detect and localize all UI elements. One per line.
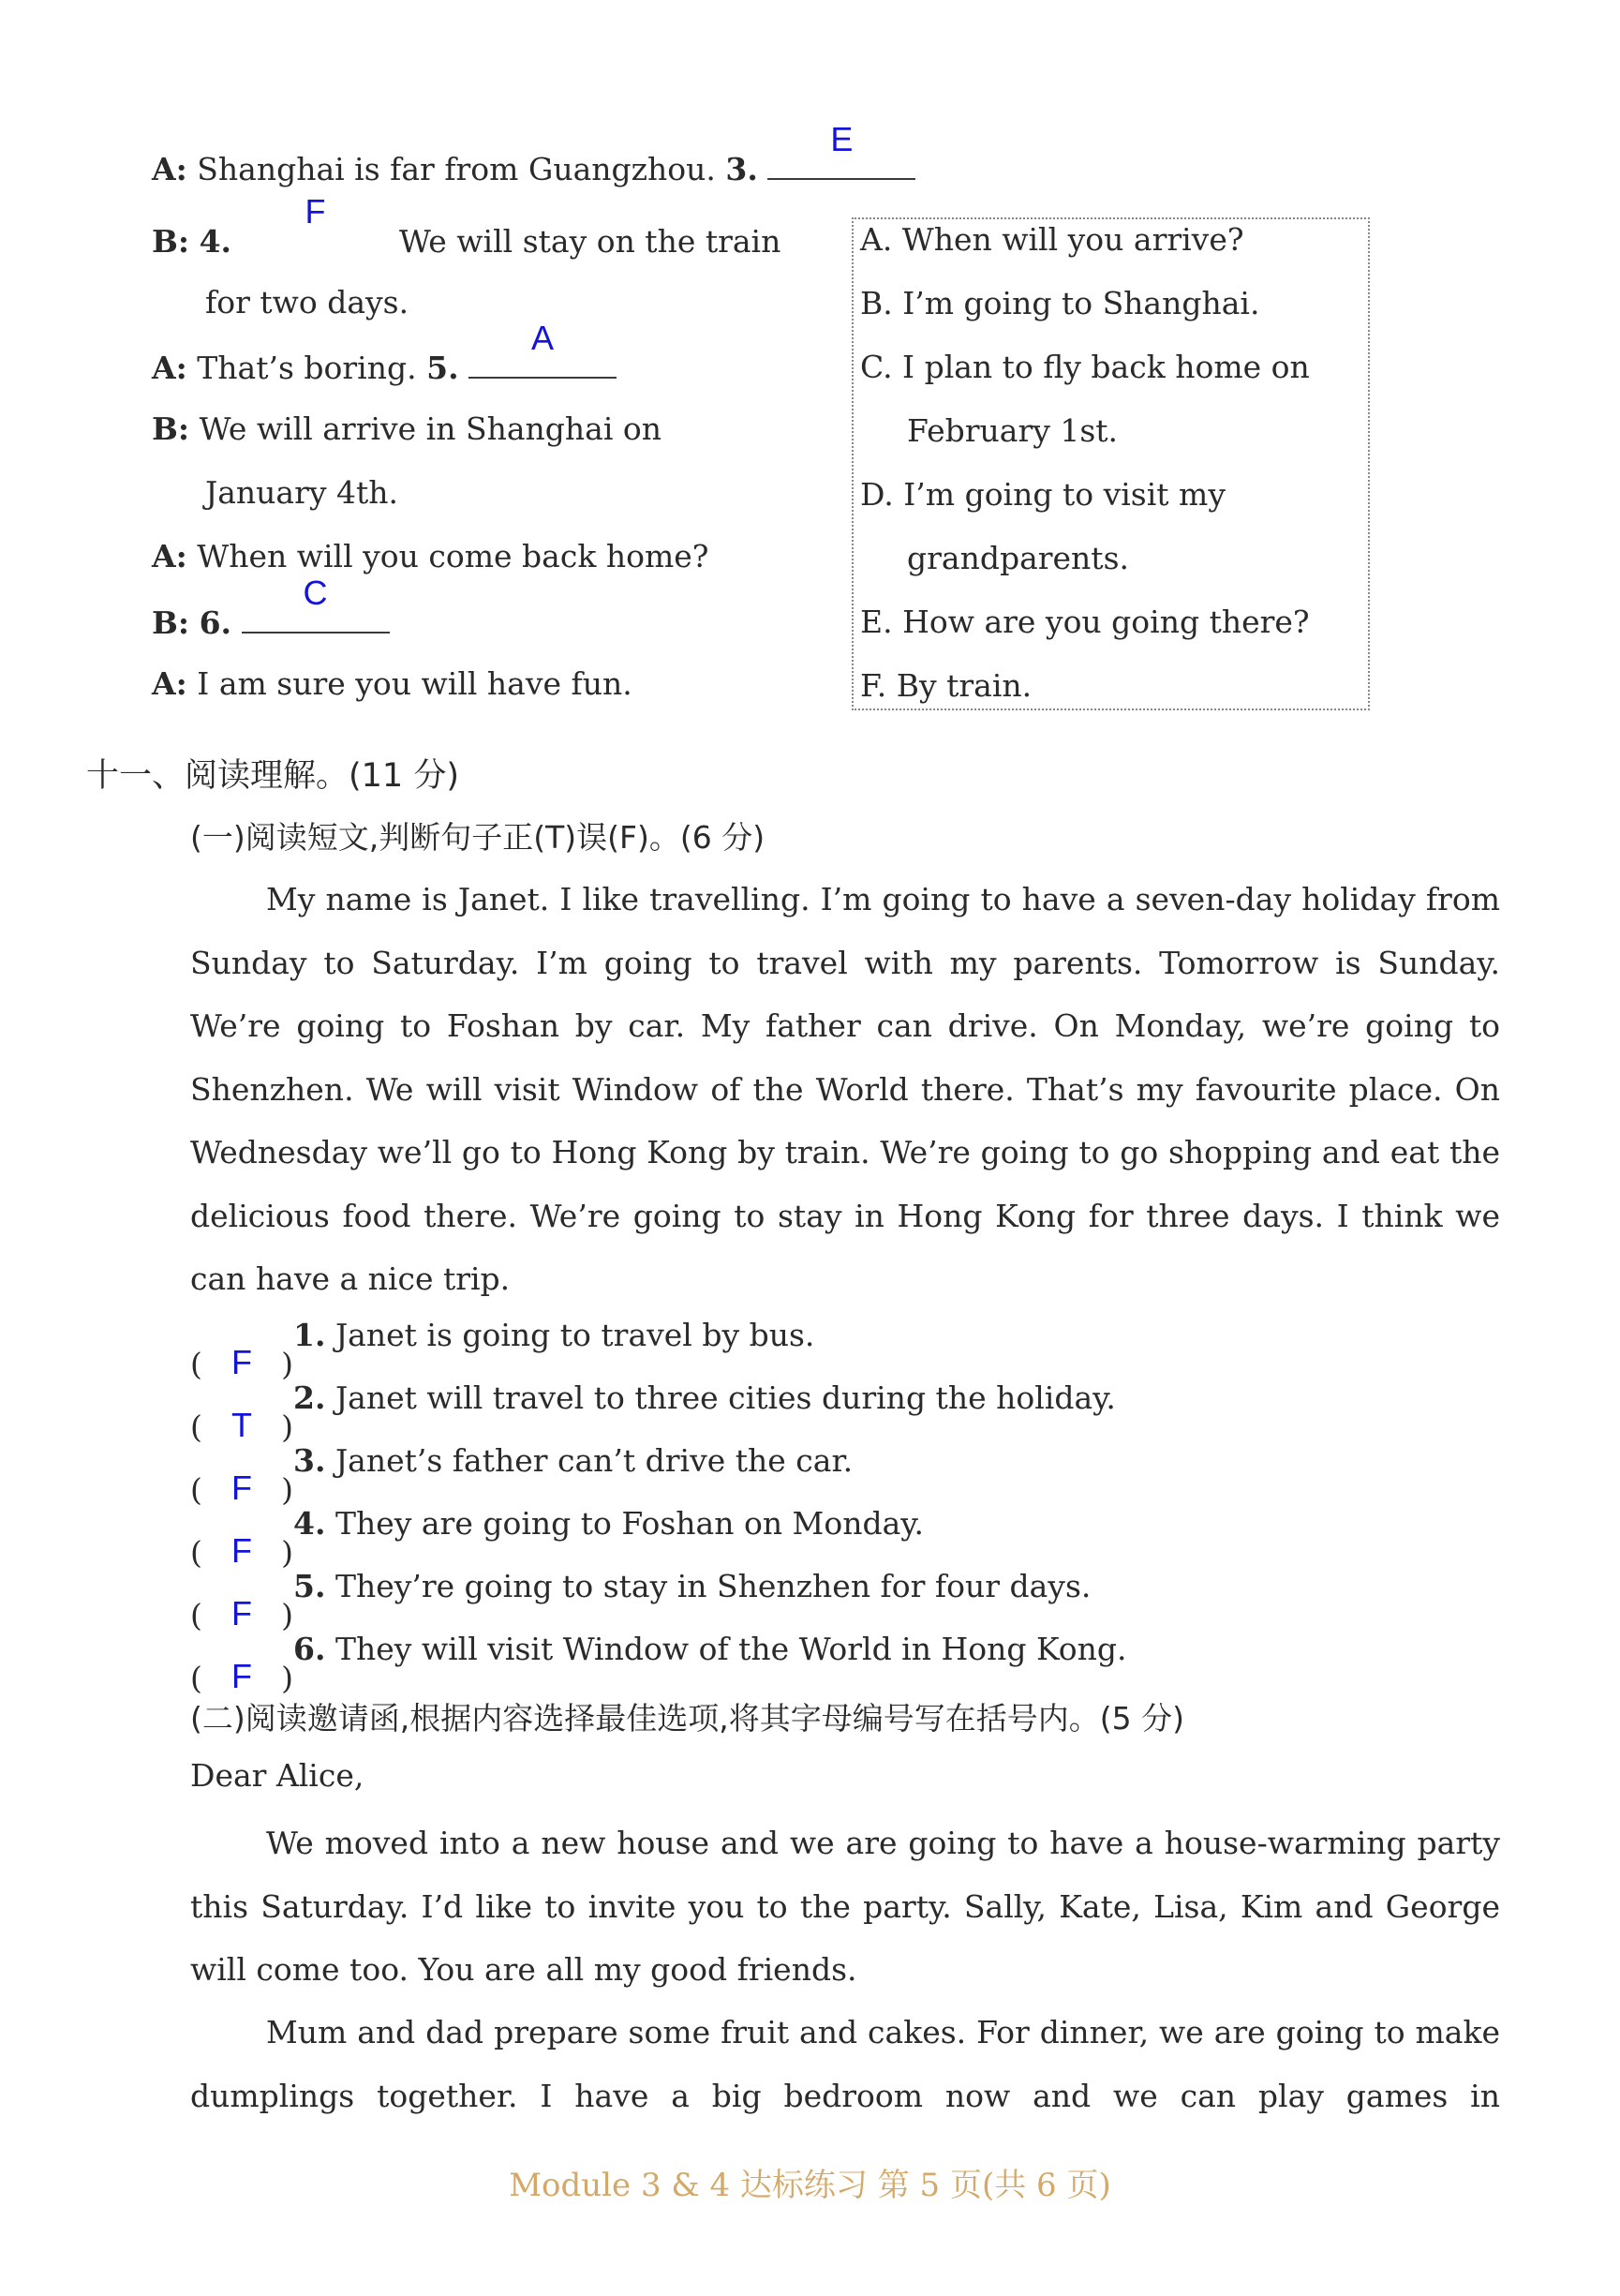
letter-paragraph-2: Mum and dad prepare some fruit and cakes. For dinner, we are going to make dumplings together. I have a big bedroom now and we can play games in xyxy=(190,2014,1500,2114)
handwritten-answer: F xyxy=(231,1343,252,1381)
dialogue-text: Shanghai is far from Guangzhou. xyxy=(197,151,716,187)
option-b: B. I’m going to Shanghai. xyxy=(860,285,1260,321)
tf-item-3: ( F ) 3. Janet’s father can’t drive the car. xyxy=(190,1442,854,1508)
answer-blank[interactable] xyxy=(242,574,390,634)
dialogue-line-3: A: That’s boring. 5. A xyxy=(152,347,617,386)
answer-blank[interactable] xyxy=(242,192,390,252)
handwritten-answer: A xyxy=(531,319,555,357)
answer-blank[interactable] xyxy=(468,319,617,379)
question-number: 2. xyxy=(293,1379,326,1416)
question-number: 6. xyxy=(199,604,232,641)
handwritten-answer: T xyxy=(231,1406,252,1444)
answer-blank[interactable] xyxy=(767,120,915,180)
tf-item-1: ( F ) 1. Janet is going to travel by bus. xyxy=(190,1317,815,1382)
question-text: They are going to Foshan on Monday. xyxy=(334,1505,925,1542)
question-number: 4. xyxy=(293,1505,326,1542)
option-a: A. When will you arrive? xyxy=(860,221,1244,258)
question-text: They’re going to stay in Shenzhen for four days. xyxy=(334,1568,1092,1604)
tf-item-4: ( F ) 4. They are going to Foshan on Monday. xyxy=(190,1505,925,1571)
dialogue-text: When will you come back home? xyxy=(197,538,709,574)
handwritten-answer: E xyxy=(830,120,854,158)
tf-item-2: ( T ) 2. Janet will travel to three cities during the holiday. xyxy=(190,1379,1116,1445)
question-text: Janet will travel to three cities during the holiday. xyxy=(334,1379,1116,1416)
speaker-label: A xyxy=(152,538,176,574)
speaker-label: B xyxy=(152,223,178,260)
handwritten-answer: F xyxy=(231,1531,252,1570)
part1-title: (一)阅读短文,判断句子正(T)误(F)。(6 分) xyxy=(190,819,765,856)
part2-title: (二)阅读邀请函,根据内容选择最佳选项,将其字母编号写在括号内。(5 分) xyxy=(190,1700,1184,1737)
speaker-label: A xyxy=(152,665,176,702)
question-text: Janet’s father can’t drive the car. xyxy=(334,1442,854,1479)
section-title: 十一、阅读理解。(11 分) xyxy=(86,757,459,795)
dialogue-line-6: B: 6. C xyxy=(152,602,390,641)
question-number: 6. xyxy=(293,1631,326,1667)
handwritten-answer: F xyxy=(231,1469,252,1507)
option-e: E. How are you going there? xyxy=(860,604,1310,640)
speaker-label: A xyxy=(152,350,176,386)
option-c: C. I plan to fly back home on xyxy=(860,349,1310,385)
speaker-label: B xyxy=(152,410,178,447)
question-text: They will visit Window of the World in Hong Kong. xyxy=(334,1631,1127,1667)
question-number: 3. xyxy=(293,1442,326,1479)
letter-paragraph-1: We moved into a new house and we are going to have a house-warming party this Saturday. I’d like to invite you to the party. Sally, Kate, Lisa, Kim and George will come too. You are all my good friends. xyxy=(190,1825,1500,1988)
dialogue-text: I am sure you will have fun. xyxy=(197,665,632,702)
dialogue-line-4: B: We will arrive in Shanghai on xyxy=(152,410,661,447)
question-number: 5. xyxy=(426,350,459,386)
handwritten-answer: F xyxy=(231,1594,252,1633)
speaker-label: A xyxy=(152,151,176,187)
tf-item-6: ( F ) 6. They will visit Window of the World in Hong Kong. xyxy=(190,1631,1127,1696)
dialogue-text: We will arrive in Shanghai on xyxy=(199,410,661,447)
reading-passage: My name is Janet. I like travelling. I’m going to have a seven-day holiday from Sunday to Saturday. I’m going to travel with my parents. Tomorrow is Sunday. We’re going to Foshan by car. My father can drive. On Monday, we’re going to Shenzhen. We will visit Window of the World there. That’s my favourite place. On Wednesday we’ll go to Hong Kong by train. We’re going to go shopping and eat the delicious food there. We’re going to stay in Hong Kong for three days. I think we can have a nice trip. xyxy=(190,881,1500,1297)
page-footer: Module 3 & 4 达标练习 第 5 页(共 6 页) xyxy=(509,2167,1111,2204)
tf-item-5: ( F ) 5. They’re going to stay in Shenzhen for four days. xyxy=(190,1568,1092,1633)
letter-greeting: Dear Alice, xyxy=(190,1757,364,1794)
option-f: F. By train. xyxy=(860,667,1033,704)
question-text: Janet is going to travel by bus. xyxy=(334,1317,815,1353)
speaker-label: B xyxy=(152,604,178,641)
handwritten-answer: F xyxy=(305,192,326,231)
dialogue-line-2b: for two days. xyxy=(205,284,409,321)
handwritten-answer: F xyxy=(231,1657,252,1695)
question-number: 3. xyxy=(725,151,758,187)
dialogue-line-7: A: I am sure you will have fun. xyxy=(152,665,632,702)
dialogue-line-2: B: 4. F We will stay on the train xyxy=(152,192,781,260)
dialogue-line-4b: January 4th. xyxy=(205,474,398,511)
dialogue-line-5: A: When will you come back home? xyxy=(152,538,709,574)
option-d-continued: grandparents. xyxy=(907,540,1129,576)
dialogue-text: We will stay on the train xyxy=(399,223,781,260)
option-d: D. I’m going to visit my xyxy=(860,476,1226,513)
question-number: 5. xyxy=(293,1568,326,1604)
handwritten-answer: C xyxy=(303,574,328,612)
dialogue-line-1: A: Shanghai is far from Guangzhou. 3. E xyxy=(152,148,915,187)
dialogue-text: That’s boring. xyxy=(197,350,417,386)
question-number: 1. xyxy=(293,1317,326,1353)
option-c-continued: February 1st. xyxy=(907,412,1119,449)
question-number: 4. xyxy=(199,223,232,260)
